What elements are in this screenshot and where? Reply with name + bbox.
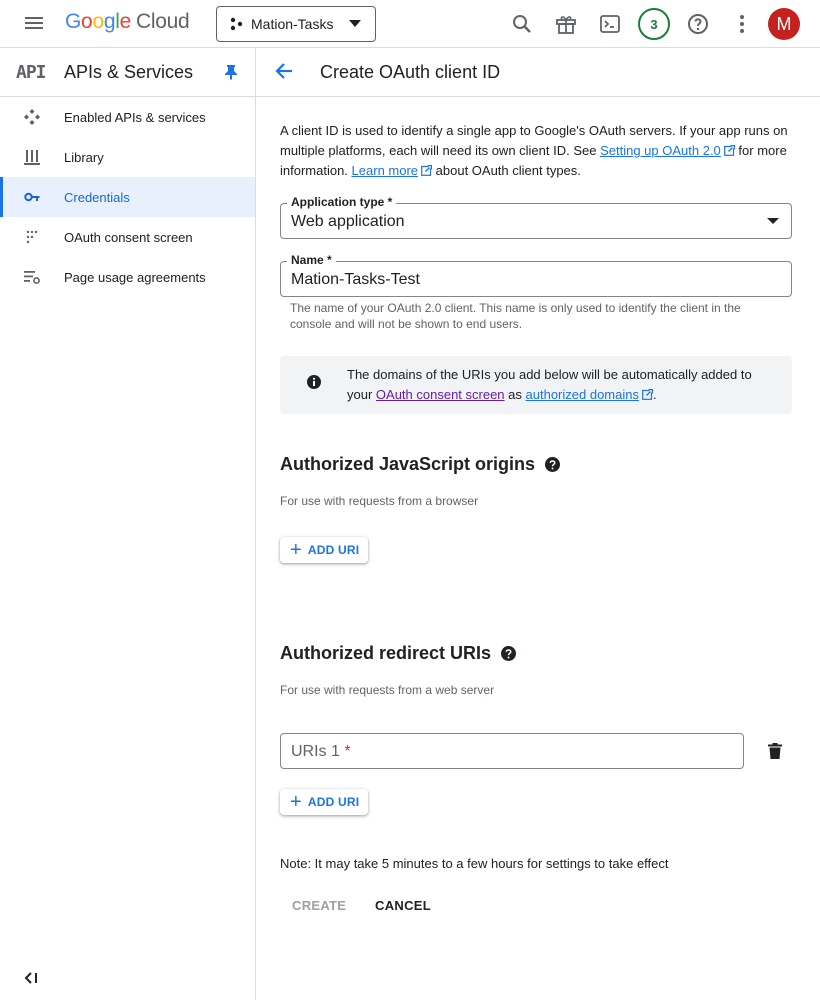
project-picker[interactable]	[216, 6, 376, 42]
enabled-apis-icon	[24, 109, 40, 125]
domains-info-box	[280, 356, 792, 414]
sidebar-item-enabled-apis[interactable]	[0, 97, 255, 137]
collapse-sidebar-icon[interactable]	[24, 972, 38, 984]
redirect-uris-heading: Authorized redirect URIs	[280, 643, 516, 664]
info-icon	[307, 375, 321, 389]
menu-icon[interactable]	[22, 14, 46, 34]
search-icon[interactable]	[510, 12, 534, 36]
redirect-uri-placeholder: URIs 1 *	[291, 743, 351, 760]
pin-icon[interactable]	[224, 64, 238, 80]
name-field-label: Name *	[287, 253, 336, 267]
redirect-uris-subtitle: For use with requests from a web server	[280, 683, 495, 697]
google-cloud-logo[interactable]: Google Cloud	[65, 10, 190, 33]
sidebar-header	[0, 48, 255, 97]
sidebar	[0, 48, 256, 1000]
setting-up-oauth-link[interactable]: Setting up OAuth 2.0	[600, 143, 721, 158]
more-vert-icon[interactable]	[730, 12, 754, 36]
add-js-origin-button[interactable]: + ADD URI	[280, 537, 368, 563]
application-type-label: Application type *	[287, 195, 396, 209]
sidebar-item-label: Credentials	[64, 189, 130, 205]
sidebar-item-label: Library	[64, 149, 104, 165]
sidebar-item-oauth-consent[interactable]	[0, 217, 255, 257]
settings-note: Note: It may take 5 minutes to a few hours for settings to take effect	[280, 856, 669, 871]
cancel-button[interactable]: CANCEL	[375, 898, 431, 913]
external-link-icon	[421, 165, 432, 176]
sidebar-item-label: Enabled APIs & services	[64, 109, 206, 125]
project-icon	[229, 17, 243, 31]
page-header	[256, 48, 820, 97]
chevron-down-icon	[349, 20, 361, 28]
plus-icon: +	[290, 791, 302, 813]
add-redirect-uri-button[interactable]: + ADD URI	[280, 789, 368, 815]
js-origins-heading: Authorized JavaScript origins	[280, 454, 560, 475]
name-field-hint: The name of your OAuth 2.0 client. This name is only used to identify the client in the console and will not be shown to end users.	[290, 301, 741, 331]
terminal-icon[interactable]	[598, 12, 622, 36]
application-type-value: Web application	[291, 213, 405, 230]
sidebar-nav	[0, 97, 255, 297]
sidebar-title: APIs & Services	[64, 62, 194, 82]
top-bar	[0, 0, 820, 48]
sidebar-item-page-usage[interactable]	[0, 257, 255, 297]
external-link-icon	[642, 389, 653, 400]
form-content	[280, 97, 792, 913]
sidebar-item-credentials[interactable]	[0, 177, 255, 217]
settings-list-icon	[24, 269, 40, 285]
back-arrow-icon[interactable]	[274, 61, 294, 81]
sidebar-item-label: Page usage agreements	[64, 269, 206, 285]
project-name: Mation-Tasks	[251, 16, 334, 32]
js-origins-subtitle: For use with requests from a browser	[280, 494, 479, 508]
redirect-uri-input[interactable]	[280, 733, 744, 769]
main-panel	[256, 48, 820, 1000]
domains-info-text: The domains of the URIs you add below will be automatically added to your OAuth consent screen as authorized domains .	[347, 367, 752, 402]
notifications-badge[interactable]: 3	[638, 8, 670, 40]
create-button[interactable]: CREATE	[292, 898, 347, 913]
intro-text: A client ID is used to identify a single app to Google's OAuth servers. If your app runs on multiple platforms, each will need its own client ID. See Setting up OAuth 2.0 for more information. Learn more about OAuth client types.	[280, 123, 788, 178]
help-circle-icon[interactable]	[501, 646, 516, 661]
external-link-icon	[724, 145, 735, 156]
dropdown-arrow-icon[interactable]	[767, 218, 779, 224]
sidebar-item-label: OAuth consent screen	[64, 229, 193, 245]
plus-icon: +	[290, 539, 302, 561]
gift-icon[interactable]	[554, 12, 578, 36]
learn-more-link[interactable]: Learn more	[351, 163, 419, 178]
help-circle-icon[interactable]	[545, 457, 560, 472]
help-icon[interactable]	[686, 12, 710, 36]
name-field[interactable]	[280, 253, 792, 297]
page-title: Create OAuth client ID	[320, 62, 501, 82]
avatar[interactable]: M	[768, 8, 800, 40]
library-icon	[24, 149, 40, 165]
consent-screen-icon	[24, 229, 40, 245]
delete-icon[interactable]	[768, 743, 782, 759]
authorized-domains-link[interactable]: authorized domains	[525, 387, 639, 402]
application-type-select[interactable]	[280, 195, 792, 239]
name-field-value: Mation-Tasks-Test	[291, 271, 420, 288]
api-logo-icon: API	[16, 62, 46, 83]
key-icon	[24, 189, 40, 205]
sidebar-item-library[interactable]	[0, 137, 255, 177]
oauth-consent-screen-link[interactable]: OAuth consent screen	[375, 387, 505, 402]
